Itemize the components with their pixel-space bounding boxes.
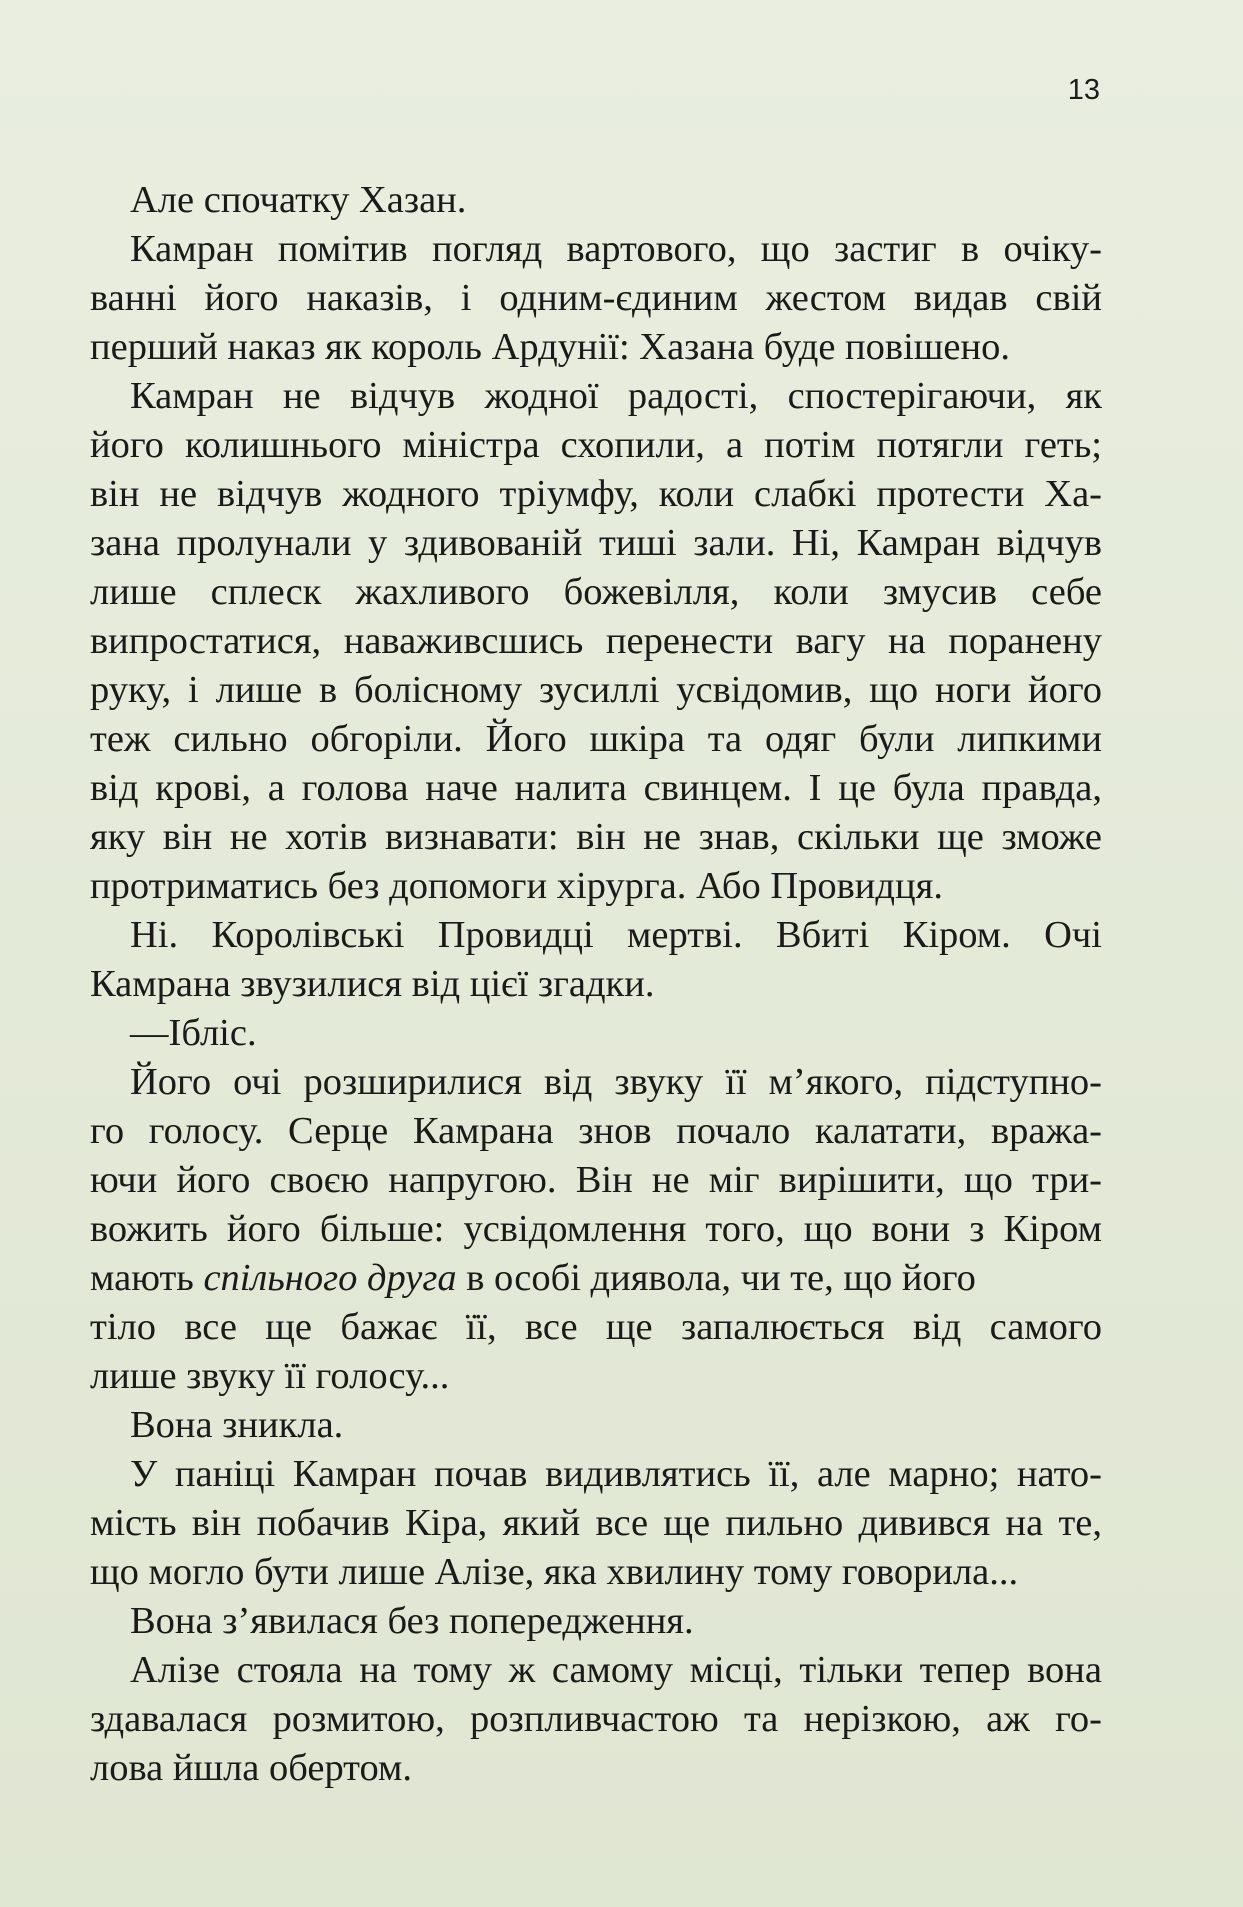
italic-phrase: спільного друга: [203, 1257, 457, 1299]
text-line: Камран не відчув жодної радості, спостерігаючи, як: [130, 375, 1102, 417]
text-line: Камран помітив погляд вартового, що застиг в очіку-: [130, 228, 1102, 270]
text-line: Але спочатку Хазан.: [130, 179, 467, 221]
text-line: що могло бути лише Алізе, яка хвилину тому говорила...: [90, 1551, 1019, 1593]
text-line: зана пролунали у здивованій тиші зали. Ні, Камран відчув: [90, 522, 1102, 564]
text-line: Вона з’явилася без попередження.: [130, 1600, 694, 1642]
text-line: мість він побачив Кіра, який все ще пильно дивився на те,: [90, 1502, 1102, 1544]
text-line: вожить його більше: усвідомлення того, що вони з Кіром: [90, 1208, 1102, 1250]
text-line: У паніці Камран почав видивлятись її, але марно; нато-: [130, 1453, 1102, 1495]
text-line: його колишнього міністра схопили, а потім потягли геть;: [90, 424, 1102, 466]
text-line: тіло все ще бажає її, все ще запалюється від самого: [90, 1306, 1102, 1348]
text-segment: в особі диявола, чи те, що його: [456, 1257, 976, 1299]
text-line: лише сплеск жахливого божевілля, коли змусив себе: [90, 571, 1102, 613]
text-line: ванні його наказів, і одним-єдиним жестом видав свій: [90, 277, 1102, 319]
text-line: руку, і лише в болісному зусиллі усвідомив, що ноги його: [90, 669, 1102, 711]
text-line: лова йшла обертом.: [90, 1747, 413, 1789]
text-line: Ні. Королівські Провидці мертві. Вбиті Кіром. Очі: [130, 914, 1102, 956]
text-line: від крові, а голова наче налита свинцем. І це була правда,: [90, 767, 1102, 809]
page-number: 13: [1067, 74, 1100, 106]
text-line: випростатися, наваживсшись перенести вагу на поранену: [90, 620, 1102, 662]
text-line: го голосу. Серце Камрана знов почало калатати, вража-: [90, 1110, 1102, 1152]
text-line: перший наказ як король Ардунії: Хазана буде повішено.: [90, 326, 1010, 368]
body-text: [90, 176, 1102, 1793]
text-line: теж сильно обгоріли. Його шкіра та одяг були липкими: [90, 718, 1102, 760]
text-line: Вона зникла.: [130, 1404, 344, 1446]
text-line: здавалася розмитою, розпливчастою та нерізкою, аж го-: [90, 1698, 1102, 1740]
text-line: Камрана звузилися від цієї згадки.: [90, 963, 655, 1005]
text-line: —Ібліс.: [130, 1012, 257, 1054]
text-line: лише звуку її голосу...: [90, 1355, 450, 1397]
text-segment: мають: [90, 1257, 204, 1299]
text-line: він не відчув жодного тріумфу, коли слабкі протести Ха-: [90, 473, 1102, 515]
text-line: Його очі розширилися від звуку її м’якого, підступно-: [130, 1061, 1102, 1103]
text-line-with-italic: [90, 1254, 1102, 1303]
text-line: Алізе стояла на тому ж самому місці, тільки тепер вона: [130, 1649, 1102, 1691]
text-line: ючи його своєю напругою. Він не міг вирішити, що три-: [90, 1159, 1102, 1201]
text-line: протриматись без допомоги хірурга. Або Провидця.: [90, 865, 943, 907]
text-line: яку він не хотів визнавати: він не знав, скільки ще зможе: [90, 816, 1102, 858]
